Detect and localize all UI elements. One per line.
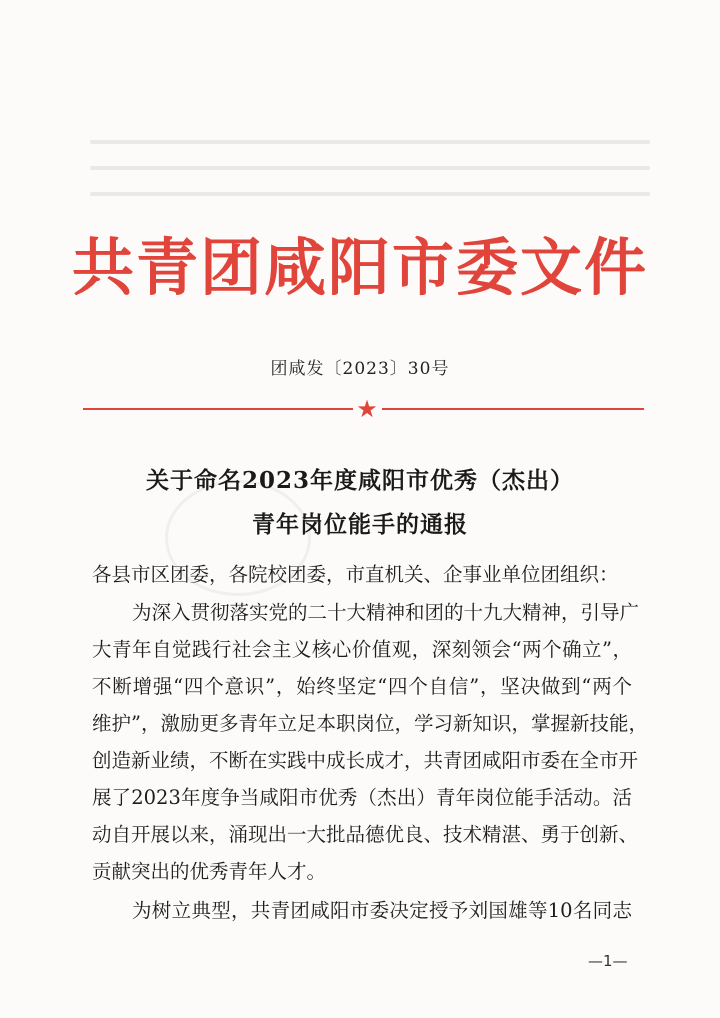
page-number: —1— xyxy=(588,952,628,970)
body-line: 为树立典型，共青团咸阳市委决定授予刘国雄等10名同志 xyxy=(132,899,632,922)
bleed-through-text xyxy=(90,140,650,230)
salutation: 各县市区团委，各院校团委，市直机关、企事业单位团组织： xyxy=(92,563,619,586)
star-icon: ★ xyxy=(356,395,378,423)
body-line: 不断增强“四个意识”，始终坚定“四个自信”，坚决做到“两个 xyxy=(92,675,632,698)
body-line: 展了2023年度争当咸阳市优秀（杰出）青年岗位能手活动。活 xyxy=(92,786,632,809)
body-line: 维护”，激励更多青年立足本职岗位，学习新知识，掌握新技能， xyxy=(92,712,648,735)
red-divider-right xyxy=(382,408,644,410)
body-line: 为深入贯彻落实党的二十大精神和团的十九大精神，引导广 xyxy=(132,601,640,624)
document-title-line-2: 青年岗位能手的通报 xyxy=(252,511,468,538)
red-divider-left xyxy=(83,408,353,410)
document-number: 团咸发〔2023〕30号 xyxy=(270,359,450,379)
document-title-line-1: 关于命名2023年度咸阳市优秀（杰出） xyxy=(145,467,574,494)
body-line: 创造新业绩，不断在实践中成长成才，共青团咸阳市委在全市开 xyxy=(92,749,639,772)
document-masthead: 共青团咸阳市委文件 xyxy=(71,231,648,304)
body-line: 贡献突出的优秀青年人才。 xyxy=(92,860,327,883)
body-line: 动自开展以来，涌现出一大批品德优良、技术精湛、勇于创新、 xyxy=(92,823,639,846)
body-line: 大青年自觉践行社会主义核心价值观，深刻领会“两个确立”， xyxy=(92,638,632,661)
